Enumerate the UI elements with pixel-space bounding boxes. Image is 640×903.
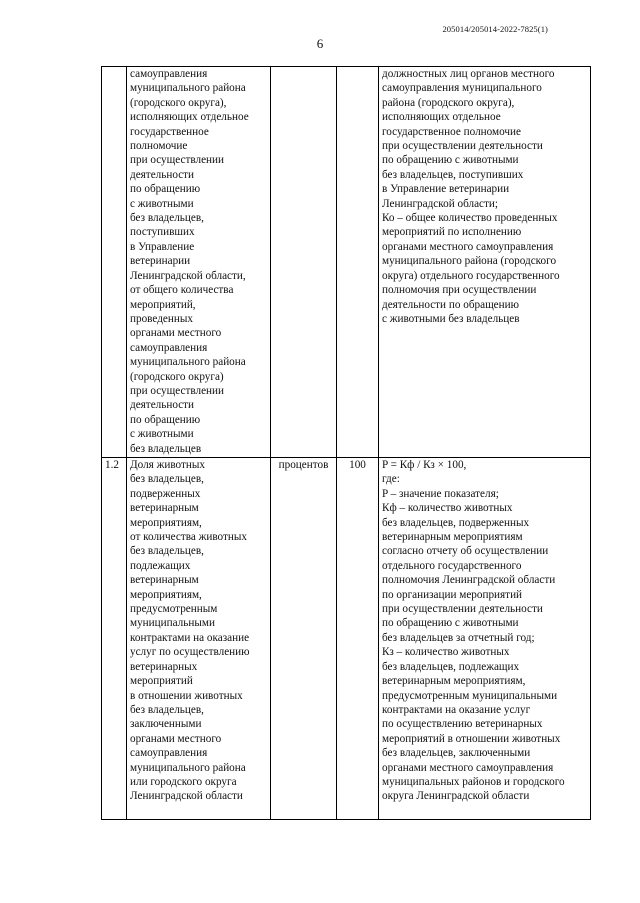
text-line: без владельцев, [130,473,204,486]
text-line: контрактами на оказание услуг [382,703,531,716]
text-line: ветеринарных [130,660,198,673]
text-line: или городского округа [130,775,237,788]
text-line: самоуправления [130,341,208,354]
text-line: муниципальных районов и городского [382,775,565,788]
text-line: по обращению с животными [382,154,519,167]
text-line: государственное [130,125,209,138]
text-line: самоуправления [130,747,208,760]
text-line: услуг по осуществлению [130,646,250,659]
indicators-table [101,66,591,820]
text-line: поступивших [130,226,195,239]
page-number: 6 [316,36,324,51]
text-line: полномочие [130,140,188,153]
text-line: с животными [130,197,194,210]
row-number-cell: 1.2 [102,458,127,820]
text-line: подверженных [130,487,201,500]
text-line: без владельцев, [130,545,204,558]
text-line: должностных лиц органов местного [382,68,555,80]
text-line: исполняющих отдельное [130,111,249,124]
text-line: округа Ленинградской области [382,790,530,803]
text-line: муниципального района [130,761,246,774]
text-line: с животными [130,428,194,441]
unit-cell [271,67,337,458]
text-line: ветеринарным мероприятиям, [382,675,526,688]
text-line: по обращению [130,183,201,196]
text-line: муниципального района (городского [382,255,557,268]
text-line: без владельцев за отчетный год; [382,631,535,644]
text-line: исполняющих отдельное [382,111,501,124]
text-line: P = Кф / Кз × 100, [382,459,467,471]
text-line: органами местного самоуправления [382,761,554,774]
text-line: в Управление [130,240,195,253]
text-line: (городского округа) [130,370,224,383]
text-line: без владельцев, поступивших [382,168,524,181]
text-line: отдельного государственного [382,559,522,572]
text-line: P – значение показателя; [382,487,499,500]
text-line: без владельцев, подлежащих [382,660,520,673]
text-line: Доля животных [130,459,205,471]
text-line: в Управление ветеринарии [382,183,510,196]
value-cell [337,67,379,458]
text-line: при осуществлении [130,384,225,397]
text-line: предусмотренным [130,603,218,616]
text-line: ветеринарным мероприятиям [382,531,523,544]
text-line: органами местного самоуправления [382,240,554,253]
text-line: округа) отдельного государственного [382,269,560,282]
text-line: Ленинградской области, [130,269,246,282]
text-line: полномочия Ленинградской области [382,574,556,587]
text-line: органами местного [130,732,222,745]
text-line: мероприятий в отношении животных [382,732,561,745]
text-line: от общего количества [130,284,234,297]
text-line: самоуправления [130,68,208,80]
text-line: согласно отчету об осуществлении [382,545,549,558]
text-line: где: [382,473,400,486]
text-line: деятельности по обращению [382,298,519,311]
text-line: самоуправления муниципального [382,82,542,95]
text-line: при осуществлении [130,154,225,167]
document-id: 205014/205014-2022-7825(1) [442,24,548,34]
text-line: государственное полномочие [382,125,521,138]
text-line: деятельности [130,399,195,412]
text-line: предусмотренным муниципальными [382,689,558,702]
text-line: муниципального района [130,356,246,369]
text-line: в отношении животных [130,689,243,702]
text-line: ветеринарным [130,574,199,587]
text-line: без владельцев, [130,212,204,225]
indicator-name-cell [127,67,271,458]
text-line: Ленинградской области; [382,197,498,210]
text-line: ветеринарии [130,255,191,268]
table-row [102,67,591,458]
text-line: района (городского округа), [382,96,515,109]
text-line: муниципального района [130,82,246,95]
text-line: мероприятий по исполнению [382,226,522,239]
text-line: с животными без владельцев [382,312,520,325]
text-line: без владельцев, [130,703,204,716]
text-line: при осуществлении деятельности [382,140,543,153]
text-line: от количества животных [130,531,247,544]
indicator-name-cell [127,458,271,820]
text-line: Ко – общее количество проведенных [382,212,558,225]
text-line: при осуществлении деятельности [382,603,543,616]
text-line: контрактами на оказание [130,631,250,644]
text-line: Кз – количество животных [382,646,510,659]
text-line: мероприятий, [130,298,196,311]
text-line: мероприятиям, [130,516,202,529]
formula-cell [379,458,591,820]
table-row [102,458,591,820]
text-line: без владельцев, подверженных [382,516,530,529]
text-line: по осуществлению ветеринарных [382,718,543,731]
text-line: мероприятий [130,675,193,688]
text-line: полномочия при осуществлении [382,284,537,297]
text-line: без владельцев, заключенными [382,747,531,760]
text-line: Ленинградской области [130,790,243,803]
text-line: органами местного [130,327,222,340]
text-line: подлежащих [130,559,191,572]
row-number-cell [102,67,127,458]
text-line: (городского округа), [130,96,227,109]
text-line: муниципальными [130,617,215,630]
text-line: по организации мероприятий [382,588,523,601]
text-line: заключенными [130,718,202,731]
value-cell: 100 [337,458,379,820]
text-line: проведенных [130,312,193,325]
text-line: без владельцев [130,442,202,455]
text-line: по обращению [130,413,201,426]
text-line: Кф – количество животных [382,502,513,515]
text-line: мероприятиям, [130,588,202,601]
unit-cell: процентов [271,458,337,820]
text-line: ветеринарным [130,502,199,515]
formula-cell [379,67,591,458]
text-line: деятельности [130,168,195,181]
text-line: по обращению с животными [382,617,519,630]
